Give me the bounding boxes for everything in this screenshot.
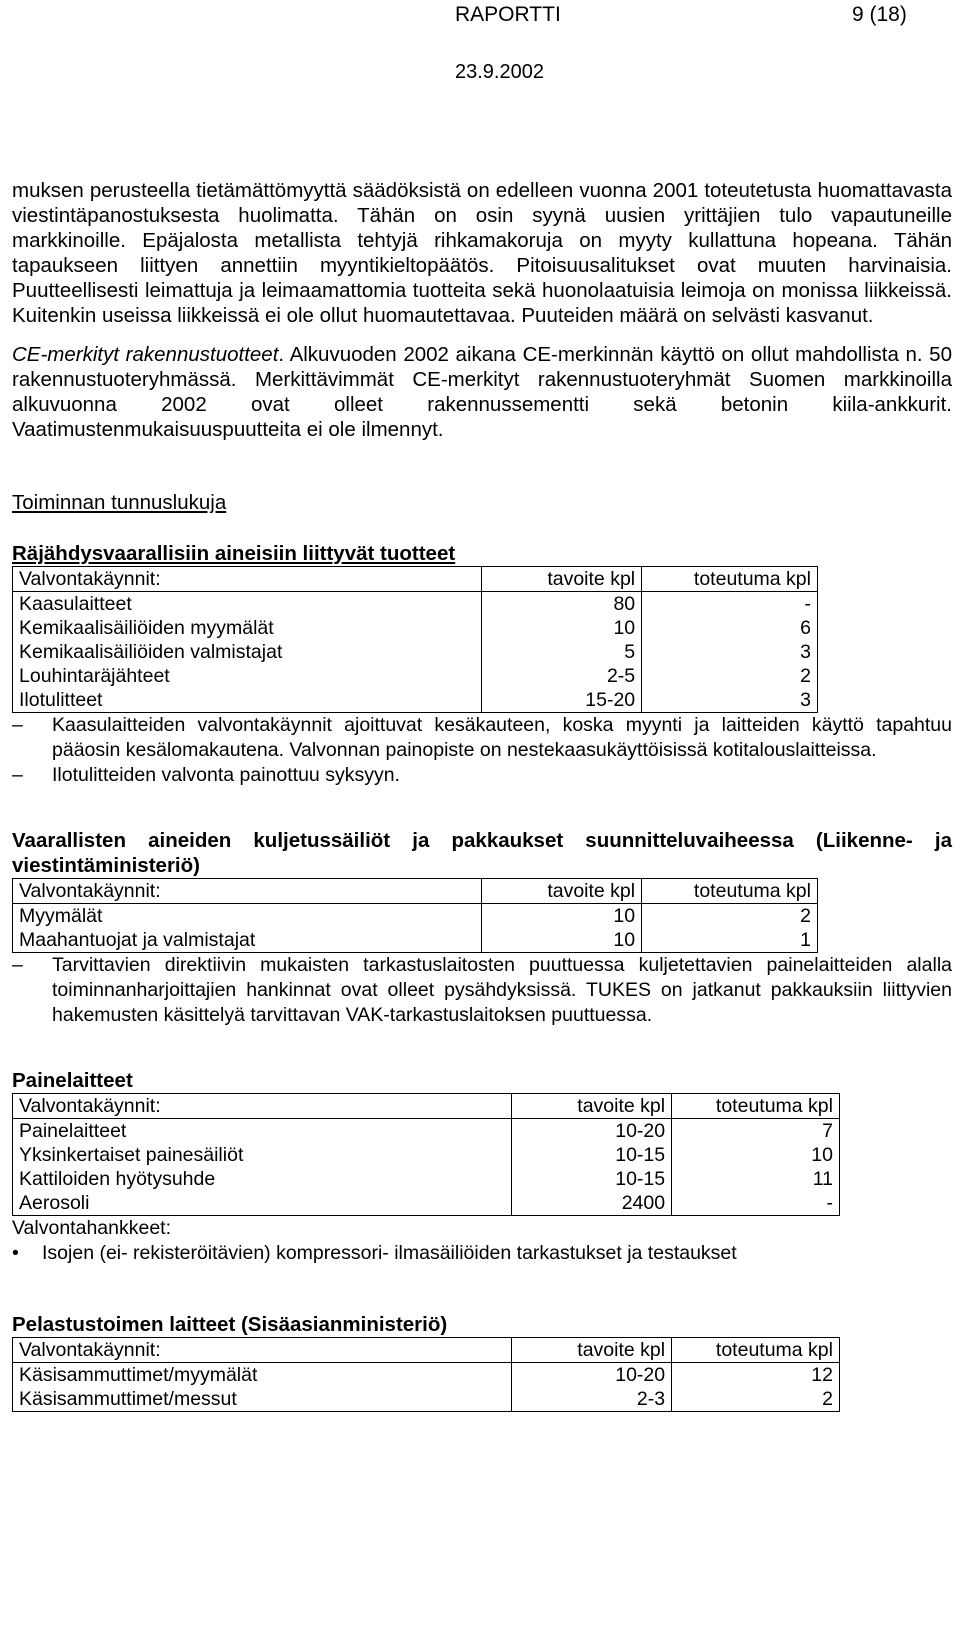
table-row: [13, 1119, 840, 1144]
table-row: [13, 1167, 840, 1191]
note-item: [12, 953, 952, 1028]
note-text: Kaasulaitteiden valvontakäynnit ajoittuvat kesäkauteen, koska myynti ja laitteiden käyttö tapahtuu pääosin kesälomakautena. Valvonnan painopiste on nestekaasukäyttöisissä kotitalouslaitteissa.: [52, 714, 952, 761]
table-cell: Käsisammuttimet/messut: [13, 1387, 512, 1412]
table-cell: 2-5: [482, 664, 642, 688]
note-text: Tarvittavien direktiivin mukaisten tarkastuslaitosten puuttuessa kuljetettavien painelaitteiden alalla toiminnanharjoittajien hankinnat ovat olleet pysähdyksissä. TUKES on jatkanut pakkauksiin liittyvien hakemusten käsittelyä tarvittavan VAK-tarkastuslaitoksen puuttuessa.: [52, 954, 952, 1026]
table-cell: Myymälät: [13, 904, 482, 929]
col-header: Valvontakäynnit:: [13, 1338, 512, 1363]
project-text: Isojen (ei- rekisteröitävien) kompressori- ilmasäiliöiden tarkastukset ja testaukset: [42, 1242, 737, 1264]
note-text: Ilotulitteiden valvonta painottuu syksyyn.: [52, 764, 400, 786]
table-row: [13, 1387, 840, 1412]
explosives-title: Räjähdysvaarallisiin aineisiin liittyvät tuotteet: [12, 542, 456, 565]
projects-label: Valvontahankkeet:: [12, 1217, 171, 1239]
table-row: [13, 640, 818, 664]
table-cell: 2: [642, 904, 818, 929]
col-header: tavoite kpl: [482, 567, 642, 592]
table-cell: -: [642, 592, 818, 617]
table-row: [13, 904, 818, 929]
ce-lead: CE-merkityt rakennustuotteet: [12, 343, 279, 366]
table-cell: 3: [642, 640, 818, 664]
col-header: toteutuma kpl: [672, 1338, 840, 1363]
col-header: tavoite kpl: [512, 1338, 672, 1363]
rescue-title: Pelastustoimen laitteet (Sisäasianministeriö): [12, 1313, 448, 1336]
note-item: [12, 713, 952, 763]
table-cell: 10: [672, 1143, 840, 1167]
table-row: [13, 688, 818, 713]
table-cell: 15-20: [482, 688, 642, 713]
table-cell: Käsisammuttimet/myymälät: [13, 1363, 512, 1388]
table-cell: -: [672, 1191, 840, 1216]
table-cell: 10: [482, 928, 642, 953]
section-title: Toiminnan tunnuslukuja: [12, 491, 227, 514]
pressure-table: [12, 1093, 840, 1216]
table-row: [13, 1143, 840, 1167]
report-date: 23.9.2002: [455, 61, 544, 83]
table-header-row: [13, 1338, 840, 1363]
table-row: [13, 592, 818, 617]
transport-table: [12, 878, 818, 953]
document-body: [12, 178, 952, 1412]
table-header-row: [13, 1094, 840, 1119]
table-row: [13, 1191, 840, 1216]
table-row: [13, 928, 818, 953]
table-cell: 10-15: [512, 1167, 672, 1191]
note-item: [12, 763, 952, 788]
table-cell: Maahantuojat ja valmistajat: [13, 928, 482, 953]
table-cell: 10: [482, 616, 642, 640]
table-cell: 10-15: [512, 1143, 672, 1167]
table-cell: Kemikaalisäiliöiden myymälät: [13, 616, 482, 640]
table-cell: 12: [672, 1363, 840, 1388]
table-cell: Painelaitteet: [13, 1119, 512, 1144]
rescue-table: [12, 1337, 840, 1412]
table-cell: 10-20: [512, 1363, 672, 1388]
transport-title: Vaarallisten aineiden kuljetussäiliöt ja pakkaukset suunnitteluvaiheessa (Liikenne- ja viestintäministeriö): [12, 829, 952, 877]
table-cell: Ilotulitteet: [13, 688, 482, 713]
page-header: [0, 2, 960, 83]
col-header: toteutuma kpl: [642, 567, 818, 592]
dash-marker: –: [12, 764, 23, 786]
table-cell: 11: [672, 1167, 840, 1191]
bullet-marker: •: [12, 1242, 19, 1264]
table-cell: Aerosoli: [13, 1191, 512, 1216]
table-cell: Louhintaräjähteet: [13, 664, 482, 688]
table-cell: 10: [482, 904, 642, 929]
table-cell: 2: [642, 664, 818, 688]
table-cell: 5: [482, 640, 642, 664]
table-cell: 1: [642, 928, 818, 953]
dash-marker: –: [12, 714, 23, 736]
table-row: [13, 616, 818, 640]
col-header: tavoite kpl: [482, 879, 642, 904]
table-cell: Kattiloiden hyötysuhde: [13, 1167, 512, 1191]
table-row: [13, 664, 818, 688]
pressure-title: Painelaitteet: [12, 1069, 133, 1092]
table-cell: 7: [672, 1119, 840, 1144]
table-header-row: [13, 879, 818, 904]
col-header: Valvontakäynnit:: [13, 567, 482, 592]
ce-text: . Alkuvuoden 2002 aikana CE-merkinnän käyttö on ollut mahdollista n. 50 rakennustuoteryhmässä. Merkittävimmät CE-merkityt rakennustuoteryhmät Suomen markkinoilla alkuvuonna 2002 ovat olleet rakennussementti sekä betonin kiila-ankkurit. Vaatimustenmukaisuuspuutteita ei ole ilmennyt.: [12, 343, 952, 441]
table-row: [13, 1363, 840, 1388]
dash-marker: –: [12, 954, 23, 976]
table-cell: Kemikaalisäiliöiden valmistajat: [13, 640, 482, 664]
table-cell: 2-3: [512, 1387, 672, 1412]
table-cell: 2: [672, 1387, 840, 1412]
table-cell: 3: [642, 688, 818, 713]
col-header: tavoite kpl: [512, 1094, 672, 1119]
ce-paragraph: [12, 342, 952, 442]
col-header: toteutuma kpl: [672, 1094, 840, 1119]
col-header: toteutuma kpl: [642, 879, 818, 904]
table-cell: Yksinkertaiset painesäiliöt: [13, 1143, 512, 1167]
page-number: 9 (18): [852, 3, 907, 26]
table-cell: 2400: [512, 1191, 672, 1216]
col-header: Valvontakäynnit:: [13, 1094, 512, 1119]
intro-paragraph: muksen perusteella tietämättömyyttä säädöksistä on edelleen vuonna 2001 toteutetusta huomattavasta viestintäpanostuksesta huolimatta. Tähän on osin syynä uusien yrittäjien tulo vapautuneille markkinoille. Epäjalosta metallista tehtyjä rihkamakoruja on myyty kullattuna hopeana. Tähän tapaukseen liittyen annettiin myyntikieltopäätös. Pitoisuusalitukset ovat muuten harvinaisia. Puutteellisesti leimattuja ja leimaamattomia tuotteita sekä huonolaatuisia leimoja on monissa liikkeissä. Kuitenkin useissa liikkeissä ei ole ollut huomautettavaa. Puuteiden määrä on selvästi kasvanut.: [12, 179, 952, 327]
table-cell: 6: [642, 616, 818, 640]
table-cell: Kaasulaitteet: [13, 592, 482, 617]
col-header: Valvontakäynnit:: [13, 879, 482, 904]
explosives-table: [12, 566, 818, 713]
project-item: [12, 1241, 952, 1266]
table-header-row: [13, 567, 818, 592]
report-label: RAPORTTI: [455, 3, 561, 26]
table-cell: 80: [482, 592, 642, 617]
table-cell: 10-20: [512, 1119, 672, 1144]
